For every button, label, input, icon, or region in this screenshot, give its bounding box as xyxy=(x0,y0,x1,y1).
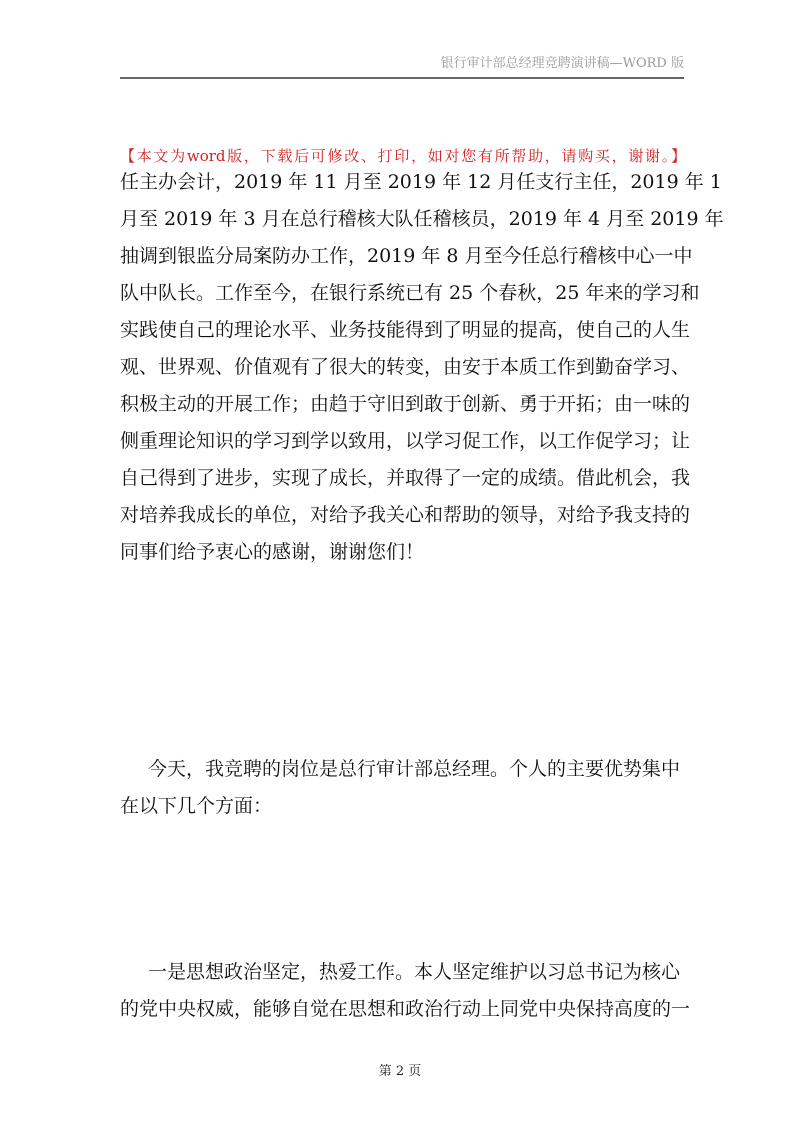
text-line: 队中队长。工作至今，在银行系统已有 25 个春秋，25 年来的学习和 xyxy=(120,282,700,304)
page-header: 银行审计部总经理竞聘演讲稿—WORD 版 xyxy=(120,52,684,79)
text-line: 实践使自己的理论水平、业务技能得到了明显的提高，使自己的人生 xyxy=(120,319,691,341)
text-line: 一是思想政治坚定，热爱工作。本人坚定维护以习总书记为核心 xyxy=(148,961,681,983)
text-line: 对培养我成长的单位，对给予我关心和帮助的领导，对给予我支持的 xyxy=(120,504,691,526)
text-line: 观、世界观、价值观有了很大的转变，由安于本质工作到勤奋学习、 xyxy=(120,356,691,378)
text-line: 今天，我竞聘的岗位是总行审计部总经理。个人的主要优势集中 xyxy=(148,758,681,780)
text-line: 的党中央权威，能够自觉在思想和政治行动上同党中央保持高度的一 xyxy=(120,998,691,1020)
text-line: 自己得到了进步，实现了成长，并取得了一定的成绩。借此机会，我 xyxy=(120,467,691,489)
text-line: 月至 2019 年 3 月在总行稽核大队任稽核员，2019 年 4 月至 2019 年 xyxy=(120,208,724,230)
text-line: 在以下几个方面： xyxy=(120,795,273,817)
page-number: 第 2 页 xyxy=(378,1064,422,1079)
text-line: 同事们给予衷心的感谢，谢谢您们！ xyxy=(120,541,425,563)
text-line: 积极主动的开展工作；由趋于守旧到敢于创新、勇于开拓；由一味的 xyxy=(120,393,691,415)
purchase-notice: 【本文为word版，下载后可修改、打印，如对您有所帮助，请购买，谢谢。】 xyxy=(120,147,686,165)
text-line: 任主办会计，2019 年 11 月至 2019 年 12 月任支行主任，2019 年 1 xyxy=(120,171,722,193)
text-line: 抽调到银监分局案防办工作，2019 年 8 月至今任总行稽核中心一中 xyxy=(120,245,693,267)
text-line: 侧重理论知识的学习到学以致用，以学习促工作，以工作促学习；让 xyxy=(120,430,691,452)
